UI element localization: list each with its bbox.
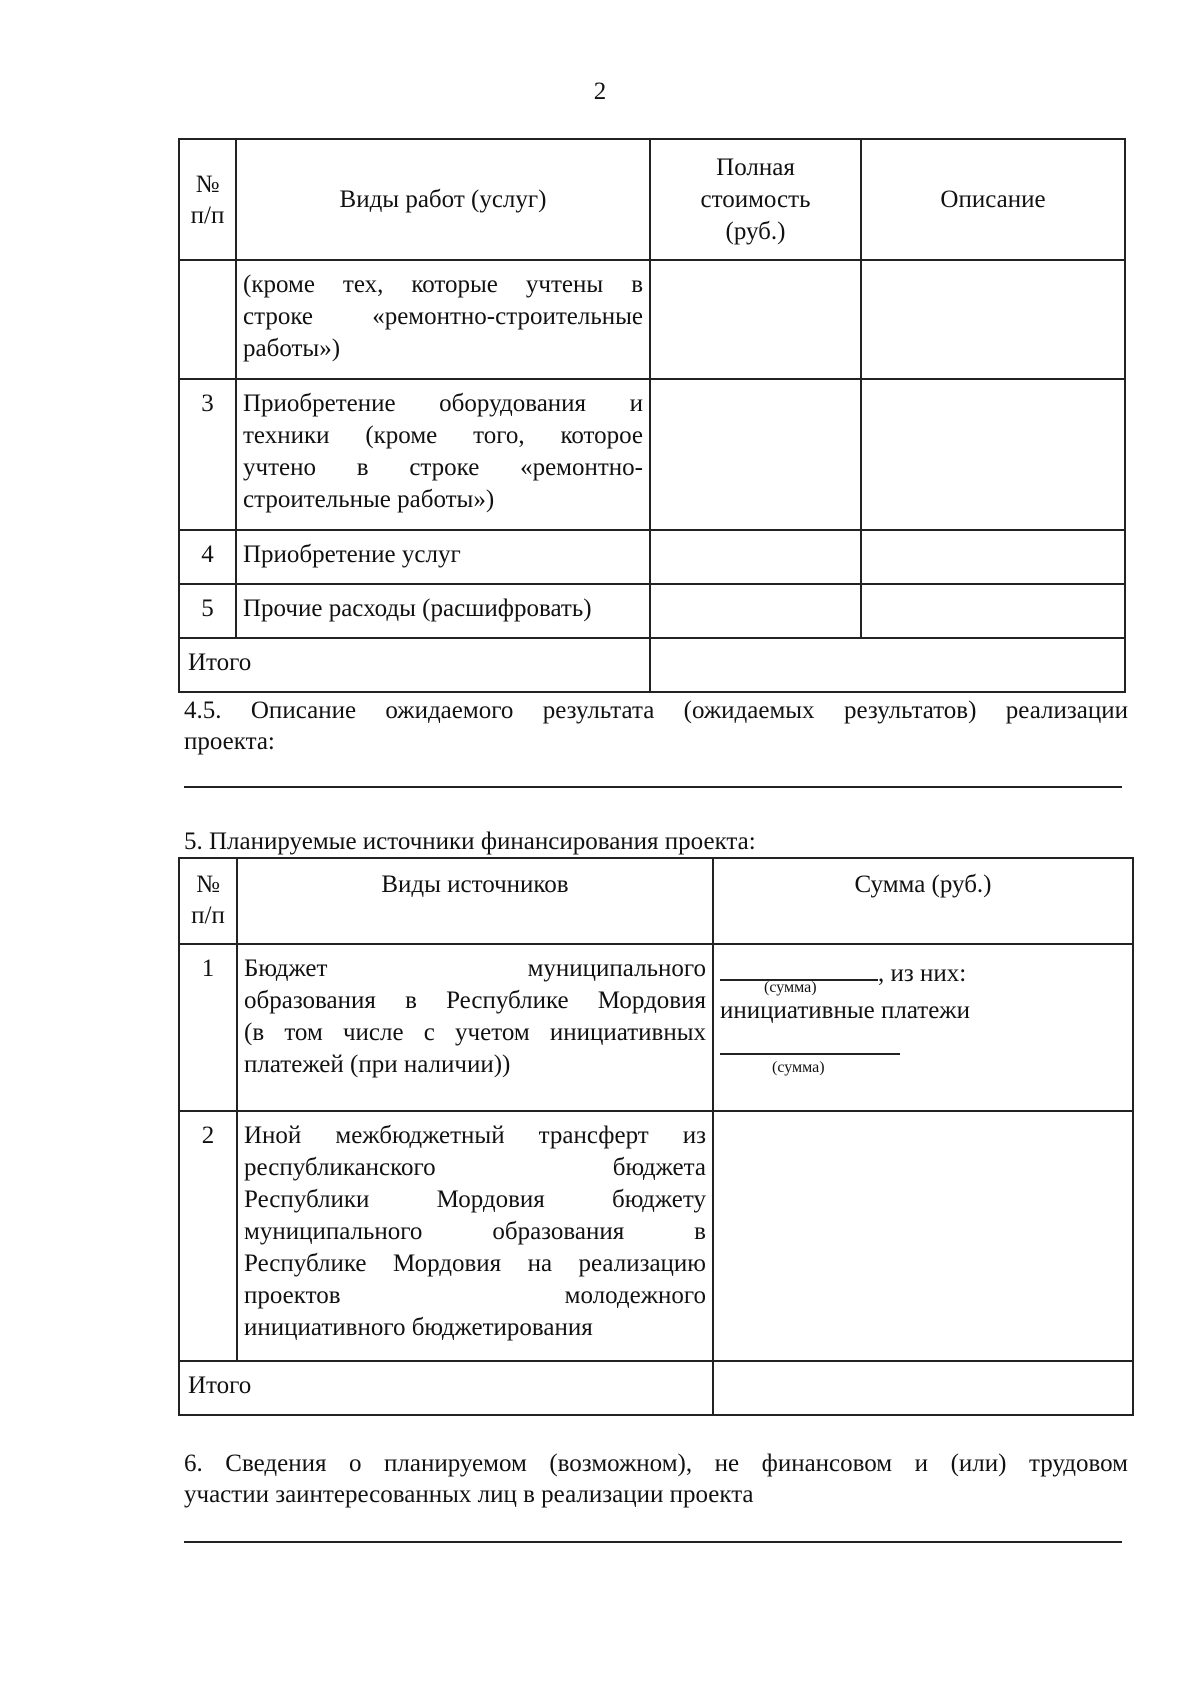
row-sum-cell: [713, 944, 1133, 1111]
section-6-line2: участии заинтересованных лиц в реализации проекта: [184, 1481, 754, 1508]
table-row: [179, 944, 1133, 1111]
total-row: [179, 1361, 1133, 1415]
total-row: [179, 638, 1125, 692]
total-label: Итого: [179, 638, 650, 692]
row-number: 3: [179, 379, 236, 530]
row-cost-cell: [650, 379, 861, 530]
budget-sum-suffix: , из них:: [878, 960, 967, 987]
header-number: № п/п: [179, 139, 236, 260]
initiative-payments-field[interactable]: [720, 1029, 900, 1055]
total-value-cell: [713, 1361, 1133, 1415]
row-source-type: Иной межбюджетный трансферт из республиканского бюджета Республики Мордовия бюджету муниципального образования в Республике Мордовия на реализацию проектов молодежного инициативного бюджетирования: [237, 1111, 713, 1361]
header-description: Описание: [861, 139, 1125, 260]
section-6-line1: 6. Сведения о планируемом (возможном), не финансовом и (или) трудовом: [184, 1450, 1128, 1477]
row-number: 5: [179, 584, 236, 638]
initiative-payments-label: инициативные платежи: [720, 997, 970, 1024]
budget-sum-field[interactable]: [720, 953, 878, 981]
section-6: [184, 1448, 1128, 1510]
section-4-5-line2: проекта:: [184, 728, 275, 755]
table-row: [179, 584, 1125, 638]
table-row: [179, 260, 1125, 379]
row-description-cell: [861, 584, 1125, 638]
section-5-title: 5. Планируемые источники финансирования проекта:: [184, 828, 756, 855]
row-work-type: Прочие расходы (расшифровать): [236, 584, 650, 638]
header-source-type: Виды источников: [237, 858, 713, 944]
row-number: 1: [179, 944, 237, 1111]
row-number: [179, 260, 236, 379]
financing-table: [178, 857, 1134, 1416]
total-value-cell: [650, 638, 1125, 692]
table-row: [179, 1111, 1133, 1361]
works-table-header: [179, 139, 1125, 260]
initiative-payments-caption: (сумма): [772, 1059, 825, 1076]
total-label: Итого: [179, 1361, 713, 1415]
row-description-cell: [861, 530, 1125, 584]
row-work-type: Приобретение услуг: [236, 530, 650, 584]
row-source-type: Бюджет муниципального образования в Республике Мордовия (в том числе с учетом инициативных платежей (при наличии)): [237, 944, 713, 1111]
works-table: [178, 138, 1126, 693]
row-work-type: Приобретение оборудования и техники (кроме того, которое учтено в строке «ремонтно- строительные работы»): [236, 379, 650, 530]
header-full-cost: Полная стоимость (руб.): [650, 139, 861, 260]
financing-table-header: [179, 858, 1133, 944]
header-work-type: Виды работ (услуг): [236, 139, 650, 260]
row-cost-cell: [650, 584, 861, 638]
row-number: 4: [179, 530, 236, 584]
row-description-cell: [861, 379, 1125, 530]
row-cost-cell: [650, 530, 861, 584]
header-number: № п/п: [179, 858, 237, 944]
header-sum: Сумма (руб.): [713, 858, 1133, 944]
budget-sum-caption: (сумма): [764, 979, 817, 996]
section-6-answer-line[interactable]: [184, 1541, 1122, 1543]
row-cost-cell: [650, 260, 861, 379]
row-description-cell: [861, 260, 1125, 379]
table-row: [179, 379, 1125, 530]
table-row: [179, 530, 1125, 584]
section-4-5-answer-line[interactable]: [184, 786, 1122, 788]
section-4-5-line1: 4.5. Описание ожидаемого результата (ожидаемых результатов) реализации: [184, 697, 1128, 724]
row-sum-cell: [713, 1111, 1133, 1361]
row-number: 2: [179, 1111, 237, 1361]
row-work-type: (кроме тех, которые учтены в строке «ремонтно-строительные работы»): [236, 260, 650, 379]
page-number: 2: [593, 78, 607, 105]
section-4-5: [184, 695, 1128, 757]
